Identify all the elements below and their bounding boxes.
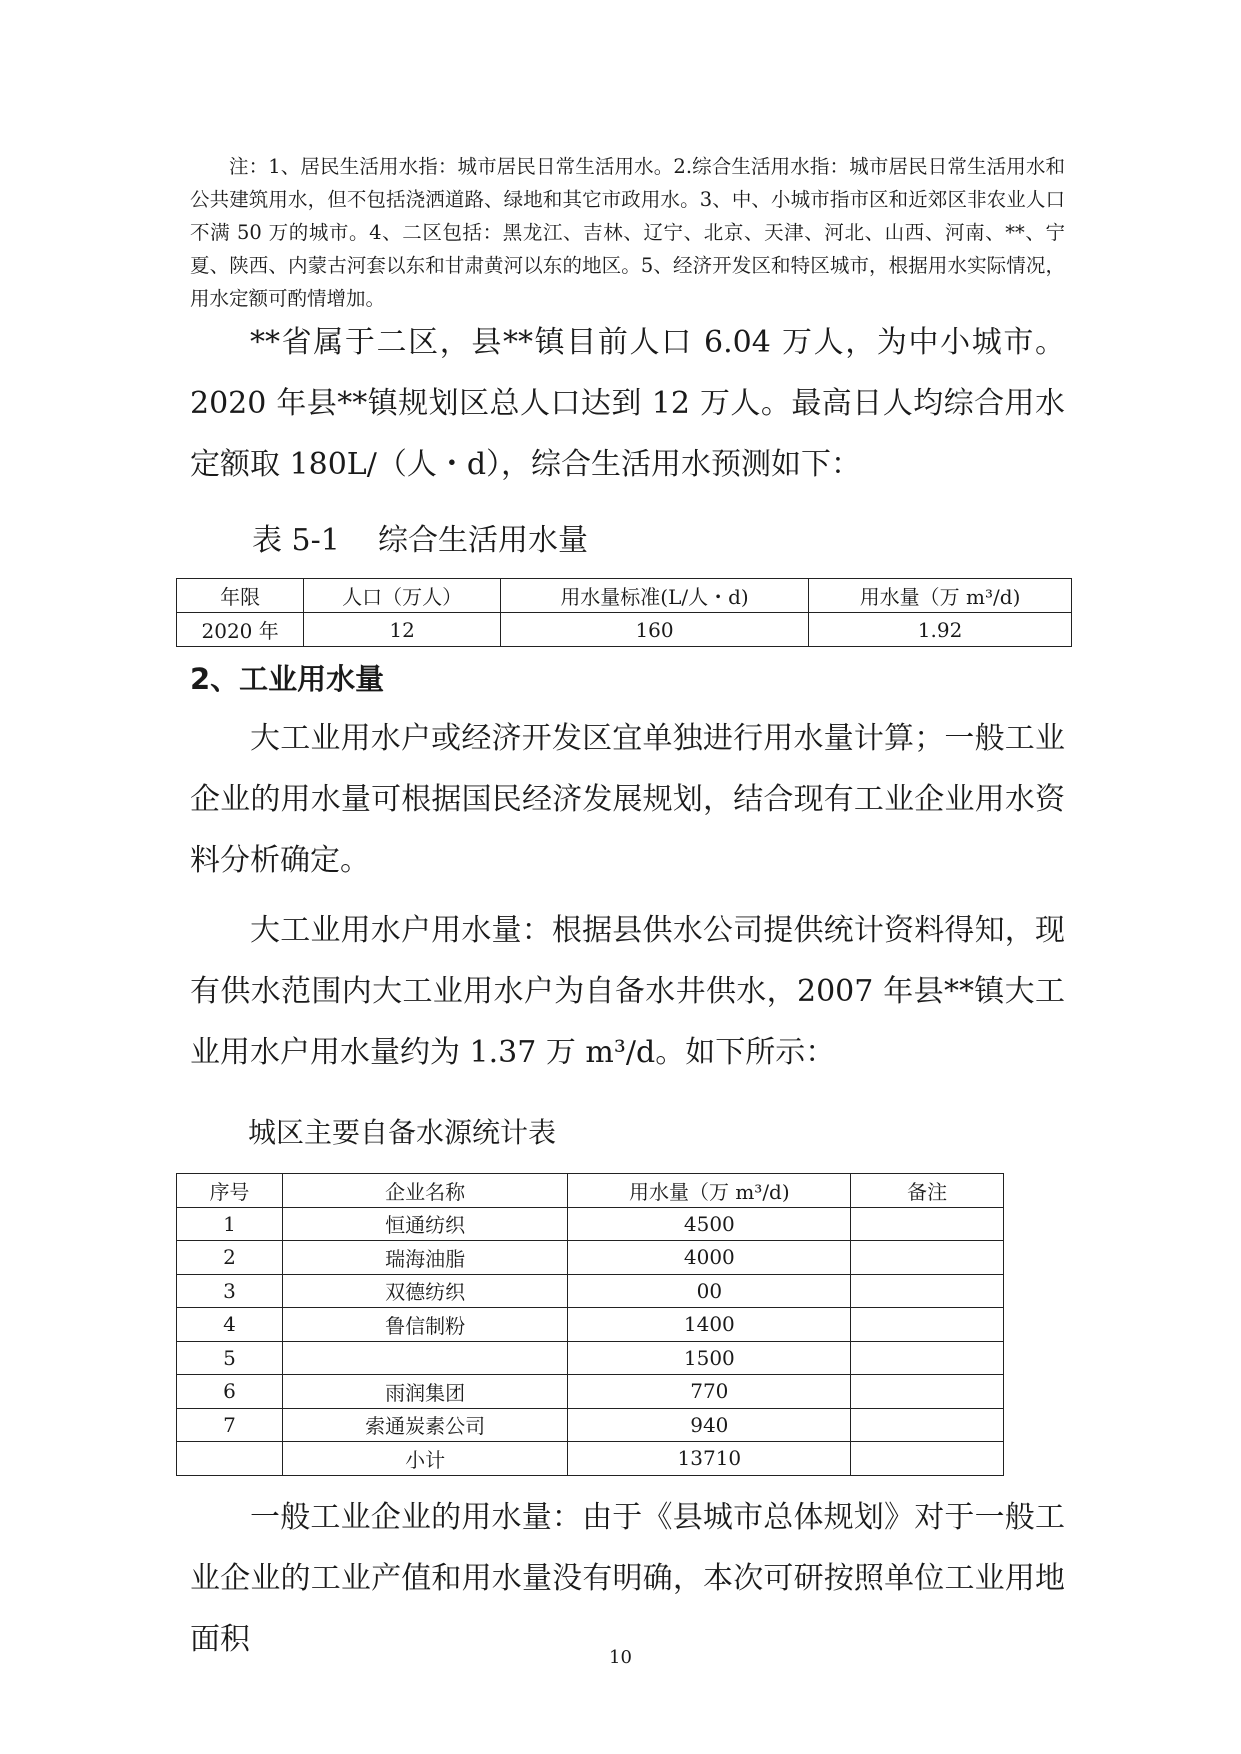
table-cell: 4000	[568, 1241, 851, 1275]
footnote-paragraph: 注：1、居民生活用水指：城市居民日常生活用水。2.综合生活用水指：城市居民日常生活用水和公共建筑用水，但不包括浇洒道路、绿地和其它市政用水。3、中、小城市指市区和近郊区非农业人口不满 50 万的城市。4、二区包括：黑龙江、吉林、辽宁、北京、天津、河北、山西、河南、**、宁夏、陕西、内蒙古河套以东和甘肃黄河以东的地区。5、经济开发区和特区城市，根据用水实际情况，用水定额可酌情增加。	[190, 155, 1065, 310]
table-cell: 恒通纺织	[282, 1207, 568, 1241]
table-cell	[177, 1442, 283, 1476]
table-cell	[851, 1408, 1004, 1442]
header-cell: 年限	[177, 579, 304, 613]
table-cell: 2	[177, 1241, 283, 1275]
header-cell: 企业名称	[282, 1174, 568, 1208]
table-cell: 5	[177, 1341, 283, 1375]
table-cell: 索通炭素公司	[282, 1408, 568, 1442]
table-row	[177, 1308, 1004, 1342]
table-cell	[851, 1375, 1004, 1409]
table-cell: 3	[177, 1274, 283, 1308]
body-paragraph-industrial: 大工业用水户或经济开发区宜单独进行用水量计算；一般工业企业的用水量可根据国民经济发展规划，结合现有工业企业用水资料分析确定。	[190, 721, 1065, 878]
self-supplied-water-table	[176, 1173, 1004, 1476]
header-cell: 用水量（万 m³/d)	[809, 579, 1072, 613]
table-cell: 鲁信制粉	[282, 1308, 568, 1342]
table-cell: 160	[501, 613, 809, 647]
table-cell	[851, 1308, 1004, 1342]
table-row	[177, 1207, 1004, 1241]
table-cell	[851, 1274, 1004, 1308]
table-row	[177, 1274, 1004, 1308]
table-cell	[851, 1207, 1004, 1241]
table-cell: 2020 年	[177, 613, 304, 647]
section-heading: 2、工业用水量	[190, 662, 385, 696]
table-cell: 12	[304, 613, 501, 647]
table-cell: 4500	[568, 1207, 851, 1241]
table-cell	[851, 1341, 1004, 1375]
body-paragraph-general-industry: 一般工业企业的用水量：由于《县城市总体规划》对于一般工业企业的工业产值和用水量没有明确，本次可研按照单位工业用地面积	[190, 1500, 1065, 1657]
table-cell: 1500	[568, 1341, 851, 1375]
table-cell: 4	[177, 1308, 283, 1342]
table-caption-5-1: 表 5-1 综合生活用水量	[252, 523, 588, 558]
table-cell	[851, 1241, 1004, 1275]
table-header-row	[177, 579, 1072, 613]
table-cell: 瑞海油脂	[282, 1241, 568, 1275]
header-cell: 人口（万人）	[304, 579, 501, 613]
table-row	[177, 1241, 1004, 1275]
table-cell: 13710	[568, 1442, 851, 1476]
table-cell: 1	[177, 1207, 283, 1241]
table-cell: 770	[568, 1375, 851, 1409]
table-cell: 940	[568, 1408, 851, 1442]
table-row	[177, 1341, 1004, 1375]
table-cell: 00	[568, 1274, 851, 1308]
table-cell: 1400	[568, 1308, 851, 1342]
header-cell: 序号	[177, 1174, 283, 1208]
table-row	[177, 613, 1072, 647]
body-paragraph-large-users: 大工业用水户用水量：根据县供水公司提供统计资料得知，现有供水范围内大工业用水户为自备水井供水，2007 年县**镇大工业用水户用水量约为 1.37 万 m³/d。如下所示：	[190, 913, 1065, 1070]
page-number: 10	[609, 1647, 632, 1668]
table-cell: 双德纺织	[282, 1274, 568, 1308]
table-cell	[282, 1341, 568, 1375]
table-row	[177, 1375, 1004, 1409]
header-cell: 备注	[851, 1174, 1004, 1208]
table-row	[177, 1408, 1004, 1442]
table-cell: 1.92	[809, 613, 1072, 647]
table-cell: 小计	[282, 1442, 568, 1476]
table-cell	[851, 1442, 1004, 1476]
body-paragraph-population: **省属于二区，县**镇目前人口 6.04 万人，为中小城市。2020 年县**镇规划区总人口达到 12 万人。最高日人均综合用水定额取 180L/（人・d），综合生活用水预测如下：	[190, 325, 1065, 482]
domestic-water-table	[176, 578, 1072, 647]
table-total-row	[177, 1442, 1004, 1476]
table-header-row	[177, 1174, 1004, 1208]
table-cell: 6	[177, 1375, 283, 1409]
table-cell: 7	[177, 1408, 283, 1442]
table-caption-wells: 城区主要自备水源统计表	[248, 1116, 557, 1149]
header-cell: 用水量标准(L/人・d)	[501, 579, 809, 613]
table-cell: 雨润集团	[282, 1375, 568, 1409]
header-cell: 用水量（万 m³/d)	[568, 1174, 851, 1208]
